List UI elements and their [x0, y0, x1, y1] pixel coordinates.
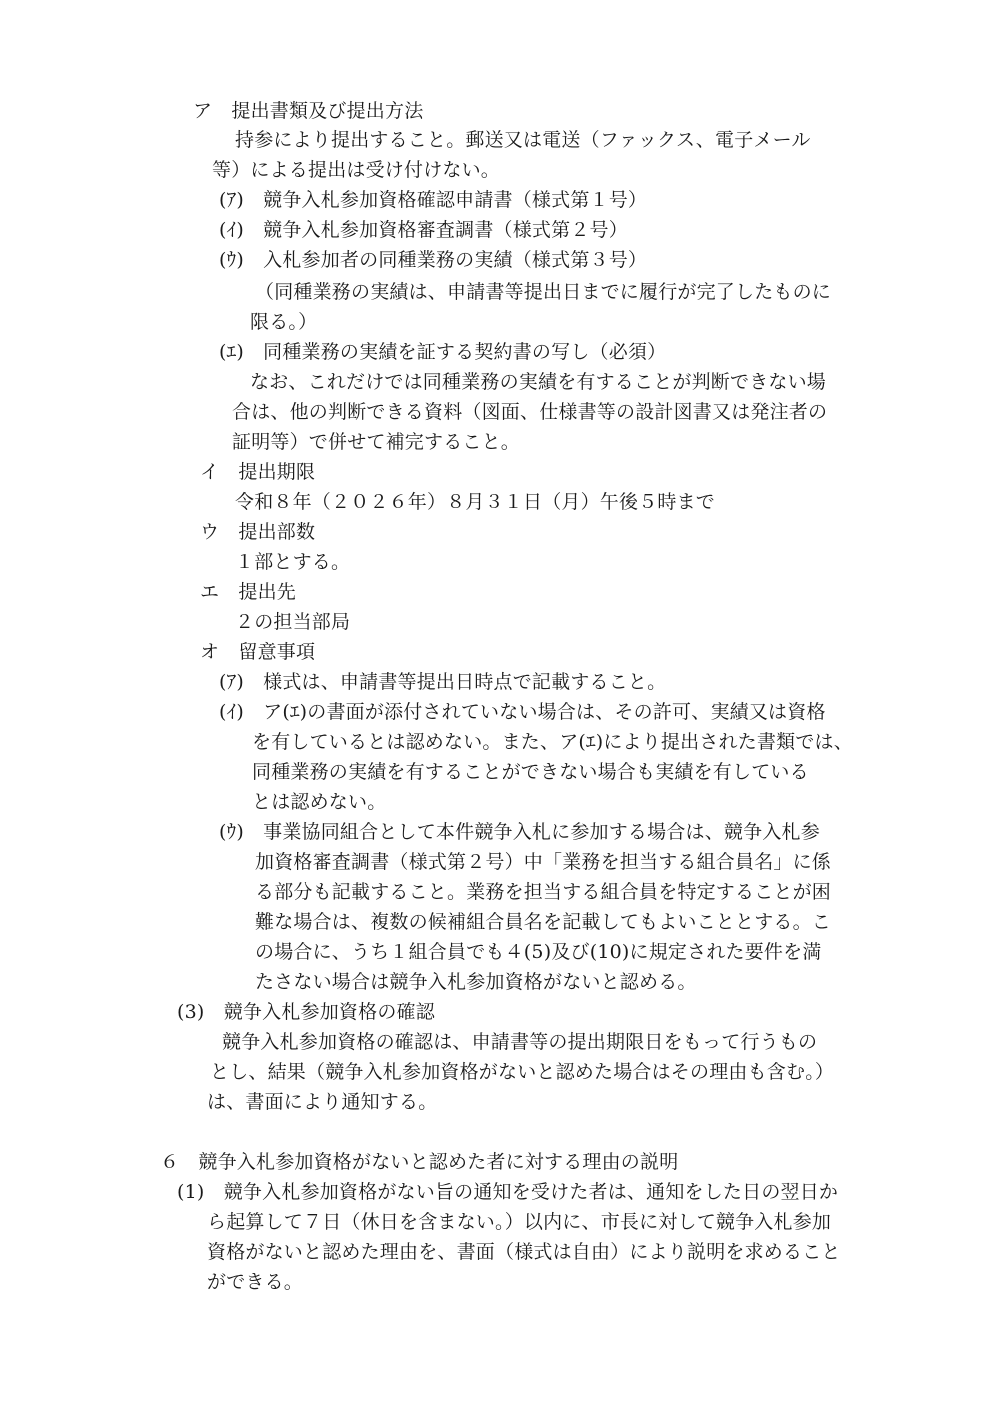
section-o-item-cont: とは認めない。: [252, 791, 387, 813]
section-a-item: (ｱ) 競争入札参加資格確認申請書（様式第１号）: [219, 189, 648, 211]
section-a-body-line: 持参により提出すること。郵送又は電送（ファックス、電子メール: [235, 129, 811, 151]
section-a-item: (ｳ) 入札参加者の同種業務の実績（様式第３号）: [219, 249, 648, 271]
section-o-item-cont: 難な場合は、複数の候補組合員名を記載してもよいこととする。こ: [255, 911, 832, 933]
section-u-body: １部とする。: [235, 551, 351, 573]
section-o-item-cont: の場合に、うち１組合員でも４(5)及び(10)に規定された要件を満: [255, 941, 822, 963]
section-6-1-line: ら起算して７日（休日を含まない。）以内に、市長に対して競争入札参加: [207, 1211, 832, 1233]
section-a-item: (ｲ) 競争入札参加資格審査調書（様式第２号）: [219, 219, 628, 241]
section-e-body: ２の担当部局: [235, 611, 351, 633]
section-a-item-note: 証明等）で併せて補完すること。: [232, 431, 521, 453]
section-a-item-note: 合は、他の判断できる資料（図面、仕様書等の設計図書又は発注者の: [232, 401, 828, 423]
section-o-item-cont: を有しているとは認めない。また、ア(ｴ)により提出された書類では、: [252, 731, 853, 753]
section-o-item-cont: る部分も記載すること。業務を担当する組合員を特定することが困: [255, 881, 832, 903]
section-o-item: (ｲ) ア(ｴ)の書面が添付されていない場合は、その許可、実績又は資格: [219, 701, 826, 723]
section-a-item-note: なお、これだけでは同種業務の実績を有することが判断できない場: [250, 371, 827, 393]
section-o-item: (ｱ) 様式は、申請書等提出日時点で記載すること。: [219, 671, 667, 693]
section-a-heading: ア 提出書類及び提出方法: [193, 100, 424, 122]
section-6-1-line: (1) 競争入札参加資格がない旨の通知を受けた者は、通知をした日の翌日か: [177, 1181, 839, 1203]
section-a-body-line: 等）による提出は受け付けない。: [212, 159, 501, 181]
section-6-1-line: ができる。: [207, 1271, 304, 1293]
section-a-item-note: 限る。）: [250, 311, 318, 333]
section-3-body-line: は、書面により通知する。: [207, 1091, 438, 1113]
section-a-item-note: （同種業務の実績は、申請書等提出日までに履行が完了したものに: [255, 281, 832, 303]
section-3-body-line: 競争入札参加資格の確認は、申請書等の提出期限日をもって行うもの: [222, 1031, 818, 1053]
section-o-item-cont: 加資格審査調書（様式第２号）中「業務を担当する組合員名」に係: [255, 851, 832, 873]
section-o-item: (ｳ) 事業協同組合として本件競争入札に参加する場合は、競争入札参: [219, 821, 820, 843]
section-u-heading: ウ 提出部数: [200, 521, 316, 543]
section-e-heading: エ 提出先: [200, 581, 297, 603]
section-o-item-cont: 同種業務の実績を有することができない場合も実績を有している: [252, 761, 809, 783]
section-o-item-cont: たさない場合は競争入札参加資格がないと認める。: [255, 971, 697, 993]
section-i-body: 令和８年（２０２６年）８月３１日（月）午後５時まで: [235, 491, 716, 513]
section-3-body-line: とし、結果（競争入札参加資格がないと認めた場合はその理由も含む。）: [210, 1061, 835, 1083]
section-a-item: (ｴ) 同種業務の実績を証する契約書の写し（必須）: [219, 341, 667, 363]
section-i-heading: イ 提出期限: [200, 461, 316, 483]
section-o-heading: オ 留意事項: [200, 641, 316, 663]
section-3-heading: (3) 競争入札参加資格の確認: [177, 1001, 435, 1023]
section-6-heading: ６ 競争入札参加資格がないと認めた者に対する理由の説明: [160, 1151, 679, 1173]
section-6-1-line: 資格がないと認めた理由を、書面（様式は自由）により説明を求めること: [207, 1241, 841, 1263]
